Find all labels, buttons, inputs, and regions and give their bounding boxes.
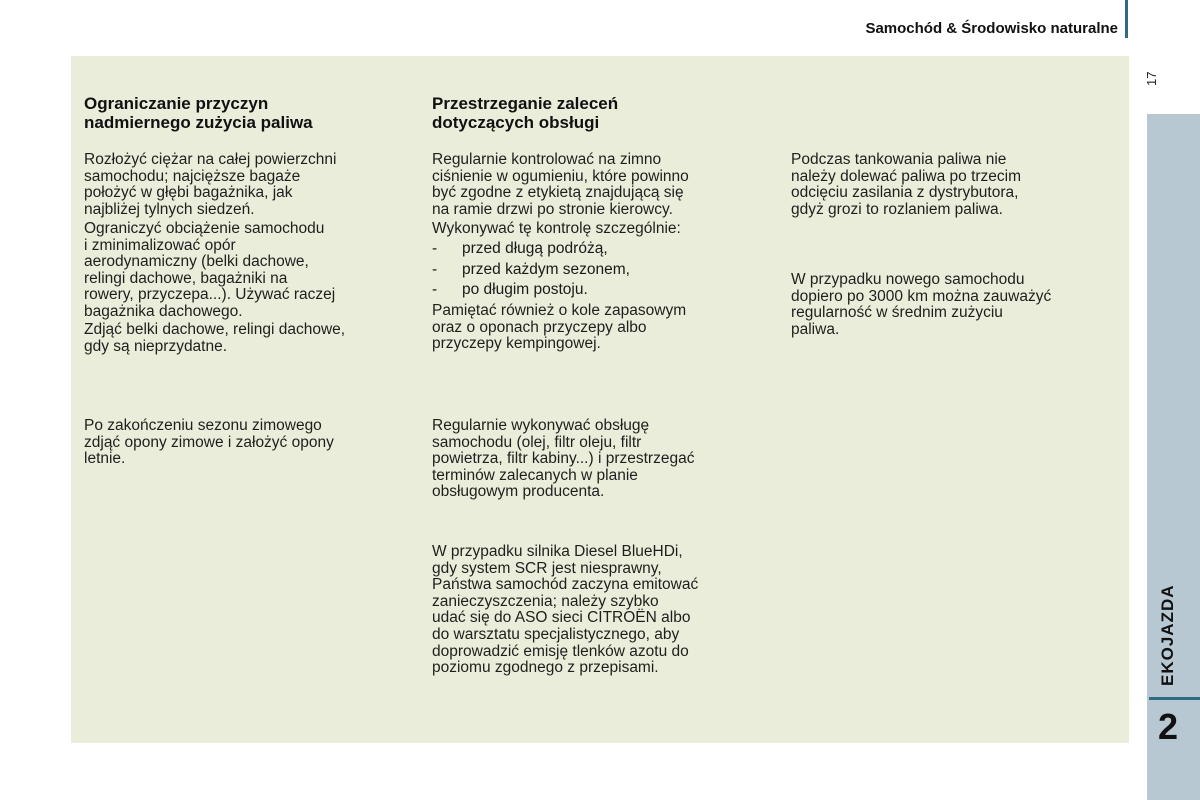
bullet-marker: - [432, 240, 438, 257]
left-paragraph-1: Rozłożyć ciężar na całej powierzchni samochodu; najcięższe bagaże położyć w głębi bagażnika, jak najbliżej tylnych siedzeń. [84, 151, 337, 218]
chapter-label: EKOJAZDA [1158, 584, 1177, 686]
middle-paragraph-4: Regularnie wykonywać obsługę samochodu (olej, filtr oleju, filtr powietrza, filtr kabiny...) i przestrzegać terminów zalecanych w planie obsługowym producenta. [432, 417, 695, 501]
list-item-text: przed każdym sezonem, [462, 260, 630, 278]
middle-paragraph-1: Regularnie kontrolować na zimno ciśnienie w ogumieniu, które powinno być zgodne z etykietą znajdującą się na ramie drzwi po stronie kierowcy. [432, 151, 689, 218]
right-paragraph-1: Podczas tankowania paliwa nie należy dolewać paliwa po trzecim odcięciu zasilania z dystrybutora, gdyż grozi to rozlaniem paliwa. [791, 151, 1022, 218]
list-item-text: przed długą podróżą, [462, 240, 608, 257]
middle-paragraph-2: Wykonywać tę kontrolę szczególnie: [432, 220, 681, 237]
bullet-marker: - [432, 281, 438, 298]
left-paragraph-4: Po zakończeniu sezonu zimowego zdjąć opony zimowe i założyć opony letnie. [84, 417, 334, 468]
bullet-marker: - [432, 260, 438, 278]
middle-paragraph-5: W przypadku silnika Diesel BlueHDi, gdy system SCR jest niesprawny, Państwa samochód zaczyna emitować zanieczyszczenia; należy szybko udać się do ASO sieci CITROËN albo do warsztatu specjalistycznego, aby doprowadzić emisję tlenków azotu do poziomu zgodnego z przepisami. [432, 543, 699, 677]
header-accent-rule [1125, 0, 1128, 38]
left-paragraph-3: Zdjąć belki dachowe, relingi dachowe, gdy są nieprzydatne. [84, 321, 346, 355]
right-paragraph-2: W przypadku nowego samochodu dopiero po 3000 km można zauważyć regularność w średnim zużyciu paliwa. [791, 271, 1052, 338]
list-item-text: po długim postoju. [462, 281, 588, 298]
middle-paragraph-3: Pamiętać również o kole zapasowym oraz o oponach przyczepy albo przyczepy kempingowej. [432, 302, 687, 353]
page-number: 17 [1144, 71, 1159, 86]
chapter-accent-bar [1149, 697, 1200, 700]
chapter-number: 2 [1158, 706, 1179, 747]
middle-column-heading: Przestrzeganie zaleceń dotyczących obsługi [432, 94, 619, 132]
list-item [432, 262, 630, 283]
left-column-heading: Ograniczanie przyczyn nadmiernego zużycia paliwa [84, 94, 313, 132]
page-header-title: Samochód & Środowisko naturalne [865, 20, 1118, 37]
check-occasions-list [432, 241, 630, 303]
left-paragraph-2: Ograniczyć obciążenie samochodu i zminimalizować opór aerodynamiczny (belki dachowe, relingi dachowe, bagażniki na rowery, przyczepa...). Używać raczej bagażnika dachowego. [84, 220, 336, 320]
list-item [432, 282, 630, 303]
list-item [432, 241, 630, 262]
